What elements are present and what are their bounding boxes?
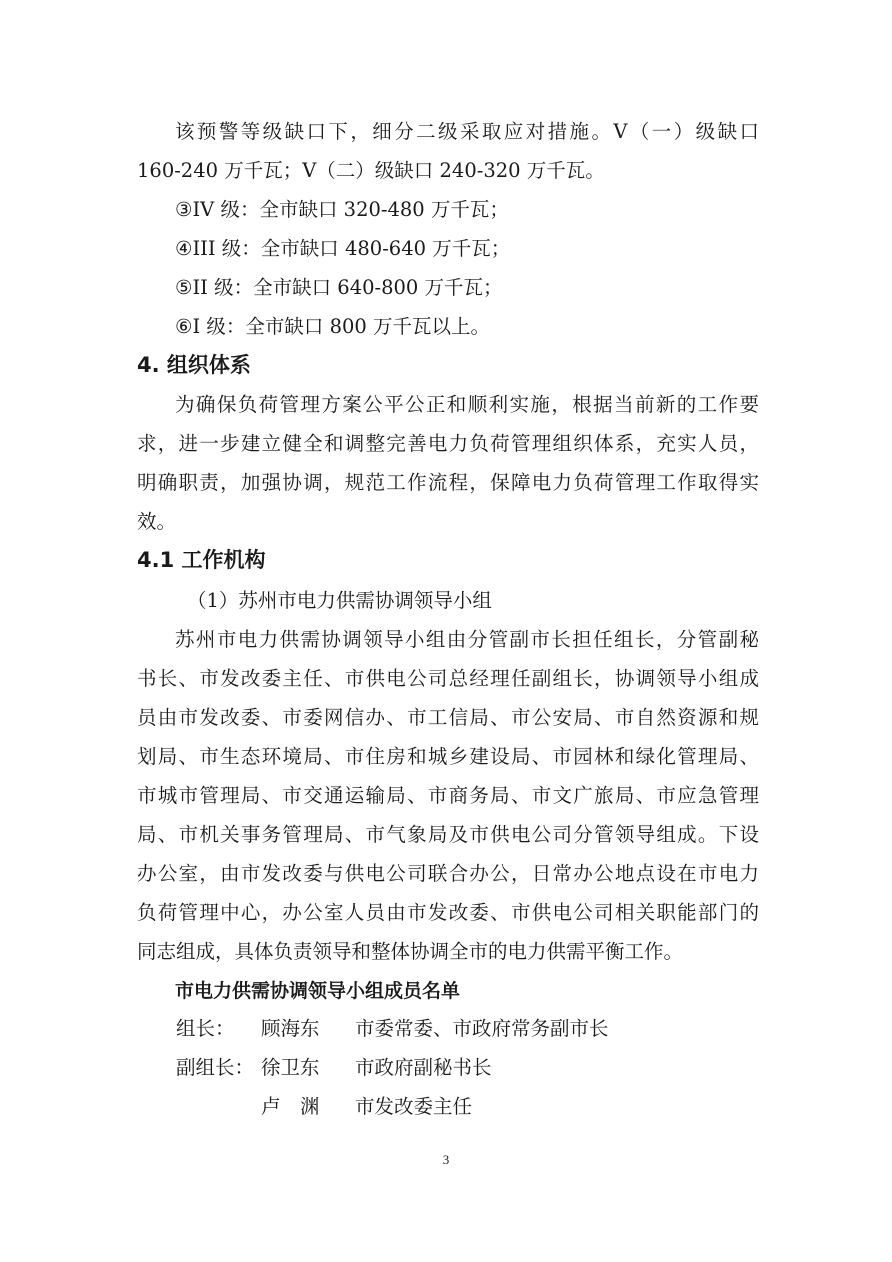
member-position: 市发改委主任 — [355, 1095, 473, 1118]
paragraph-line: 市城市管理局、市交通运输局、市商务局、市文广旅局、市应急管理 — [137, 784, 759, 807]
paragraph-line: 该预警等级缺口下，细分二级采取应对措施。V（一）级缺口 — [175, 120, 759, 143]
member-role: 组长： — [176, 1017, 235, 1040]
paragraph-line: 求，进一步建立健全和调整完善电力负荷管理组织体系，充实人员， — [137, 432, 759, 455]
member-name: 顾海东 — [261, 1017, 320, 1040]
paragraph-line: 办公室，由市发改委与供电公司联合办公，日常办公地点设在市电力 — [137, 862, 759, 885]
member-name: 卢 渊 — [261, 1095, 320, 1118]
subsection-title: （1）苏州市电力供需协调领导小组 — [187, 589, 492, 612]
paragraph-line: 同志组成，具体负责领导和整体协调全市的电力供需平衡工作。 — [137, 940, 684, 963]
paragraph-line: 为确保负荷管理方案公平公正和顺利实施，根据当前新的工作要 — [175, 393, 759, 416]
paragraph-line: 160-240 万千瓦；V（二）级缺口 240-320 万千瓦。 — [137, 159, 605, 182]
warning-level-item: ③IV 级：全市缺口 320-480 万千瓦； — [175, 198, 509, 221]
warning-level-item: ⑤II 级：全市缺口 640-800 万千瓦； — [175, 276, 503, 299]
member-position: 市政府副秘书长 — [355, 1056, 492, 1079]
section-heading: 4. 组织体系 — [137, 353, 251, 377]
member-name: 徐卫东 — [261, 1056, 320, 1079]
member-position: 市委常委、市政府常务副市长 — [355, 1017, 609, 1040]
subsection-heading: 4.1 工作机构 — [137, 548, 266, 572]
paragraph-line: 书长、市发改委主任、市供电公司总经理任副组长，协调领导小组成 — [137, 667, 759, 690]
paragraph-line: 效。 — [137, 510, 177, 533]
warning-level-item: ④III 级：全市缺口 480-640 万千瓦； — [175, 237, 511, 260]
page-number: 3 — [442, 1152, 450, 1167]
paragraph-line: 局、市机关事务管理局、市气象局及市供电公司分管领导组成。下设 — [137, 823, 759, 846]
paragraph-line: 苏州市电力供需协调领导小组由分管副市长担任组长，分管副秘 — [175, 628, 759, 651]
member-role: 副组长： — [176, 1056, 255, 1079]
paragraph-line: 明确职责，加强协调，规范工作流程，保障电力负荷管理工作取得实 — [137, 471, 759, 494]
member-list-title: 市电力供需协调领导小组成员名单 — [175, 980, 461, 1002]
paragraph-line: 划局、市生态环境局、市住房和城乡建设局、市园林和绿化管理局、 — [137, 745, 759, 768]
paragraph-line: 负荷管理中心，办公室人员由市发改委、市供电公司相关职能部门的 — [137, 901, 759, 924]
warning-level-item: ⑥I 级：全市缺口 800 万千瓦以上。 — [175, 315, 490, 338]
paragraph-line: 员由市发改委、市委网信办、市工信局、市公安局、市自然资源和规 — [137, 706, 759, 729]
